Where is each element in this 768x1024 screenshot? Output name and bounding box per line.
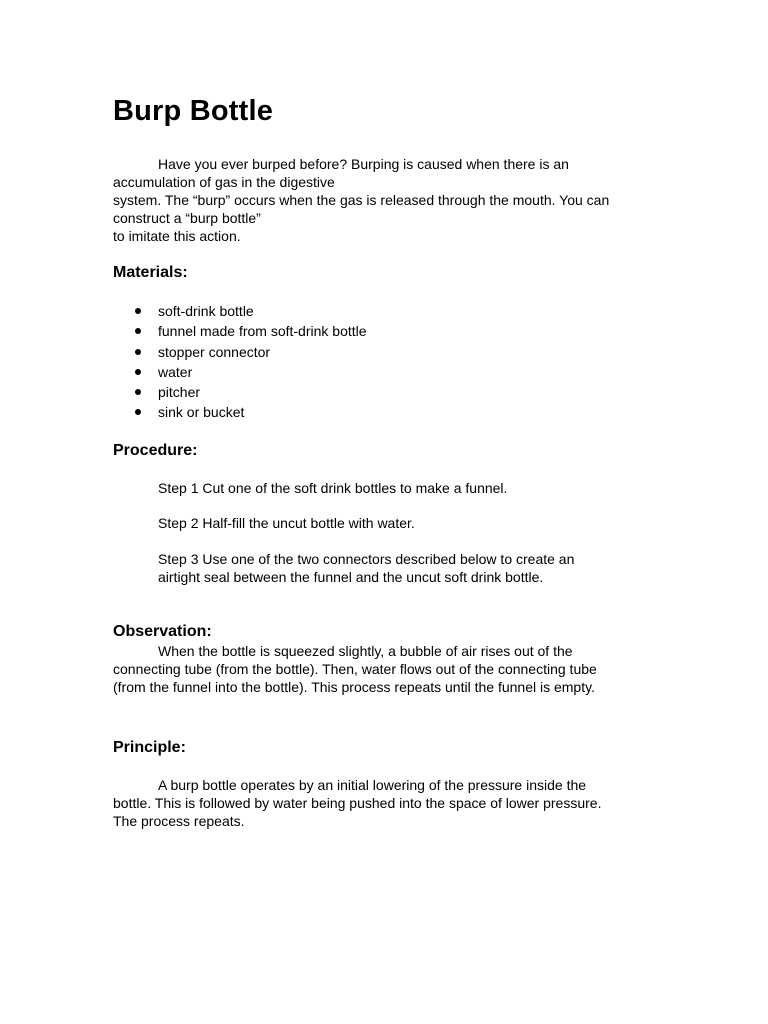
bullet-icon — [135, 409, 141, 415]
bullet-icon — [135, 389, 141, 395]
bullet-icon — [135, 349, 141, 355]
bullet-icon — [135, 308, 141, 314]
list-item-label: sink or bucket — [158, 404, 245, 421]
list-item-label: pitcher — [158, 384, 201, 401]
procedure-step-1: Step 1 Cut one of the soft drink bottles to make a funnel. — [158, 480, 508, 496]
step-line: Step 3 Use one of the two connectors described below to create an — [158, 551, 575, 567]
list-item — [113, 322, 367, 342]
list-item-label: stopper connector — [158, 343, 271, 360]
step-line: airtight seal between the funnel and the uncut soft drink bottle. — [158, 569, 544, 585]
intro-line: to imitate this action. — [113, 228, 241, 244]
bullet-icon — [135, 369, 141, 375]
intro-line: system. The “burp” occurs when the gas is released through the mouth. You can — [113, 192, 610, 208]
intro-line: accumulation of gas in the digestive — [113, 174, 335, 190]
principle-line: bottle. This is followed by water being pushed into the space of lower pressure. — [113, 795, 602, 811]
list-item-label: funnel made from soft-drink bottle — [158, 323, 367, 340]
procedure-step-2: Step 2 Half-fill the uncut bottle with water. — [158, 515, 415, 531]
observation-line: connecting tube (from the bottle). Then, water flows out of the connecting tube — [113, 661, 597, 677]
principle-heading: Principle: — [113, 739, 186, 756]
list-item — [113, 343, 367, 363]
procedure-heading: Procedure: — [113, 442, 198, 459]
bullet-icon — [135, 328, 141, 334]
list-item — [113, 302, 367, 322]
materials-heading: Materials: — [113, 264, 188, 281]
principle-paragraph — [113, 776, 673, 830]
page-title: Burp Bottle — [113, 95, 274, 127]
principle-line: A burp bottle operates by an initial lowering of the pressure inside the — [158, 777, 587, 793]
procedure-step-3 — [158, 550, 574, 586]
list-item-label: soft-drink bottle — [158, 303, 254, 319]
intro-paragraph — [113, 155, 673, 245]
observation-heading: Observation: — [113, 623, 212, 640]
list-item — [113, 383, 367, 403]
principle-line: The process repeats. — [113, 813, 245, 829]
observation-paragraph — [113, 642, 673, 696]
observation-line: (from the funnel into the bottle). This process repeats until the funnel is empty. — [113, 679, 595, 695]
materials-list — [113, 302, 367, 424]
intro-line: Have you ever burped before? Burping is caused when there is an — [158, 156, 569, 172]
intro-line: construct a “burp bottle” — [113, 210, 261, 226]
list-item — [113, 363, 367, 383]
list-item — [113, 403, 367, 423]
observation-line: When the bottle is squeezed slightly, a bubble of air rises out of the — [158, 643, 573, 659]
list-item-label: water — [158, 363, 193, 380]
